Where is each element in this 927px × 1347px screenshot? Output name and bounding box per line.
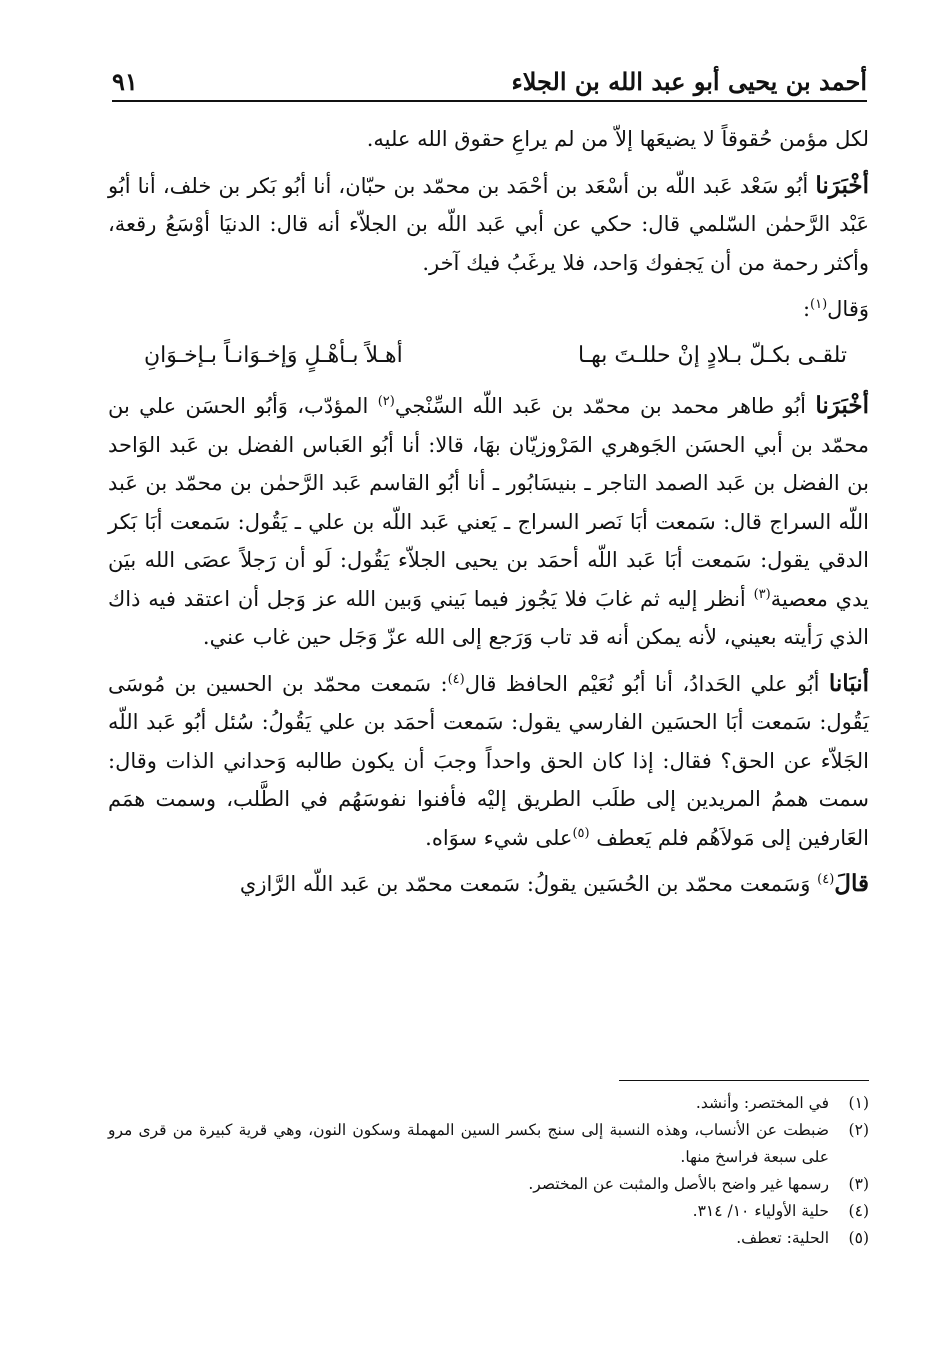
footnote-number: (٢) — [848, 1121, 869, 1139]
footnote-item — [108, 1090, 869, 1117]
paragraph-5-text-b: : سَمعت محمّد بن الحسين بن مُوسَى يَقُول: سَمعت أبَا الحسَين الفارسي يقول: سَمعت أحمَد بن علي يَقُولُ: سُئل أبُو عَبد اللّه الجَلاّء عن الحق؟ فقال: إذا كان الحق واحداً وجبَ أن يكون طالبه وَحداني الذات وقال: سمت هممُ المريدين إلى طلَب الطريق إليْه فأفنوا نفوسَهُم في الطَّلب، وسمت همَم العَارفين إلى مَولاَهُم فلم يَعطف — [108, 671, 869, 850]
footnote-item — [108, 1117, 869, 1171]
footnote-item — [108, 1225, 869, 1252]
footnote-number: (١) — [848, 1094, 869, 1112]
footnote-ref-5: (٥) — [572, 825, 590, 841]
paragraph-5 — [108, 665, 869, 858]
paragraph-3 — [108, 290, 869, 329]
paragraph-2 — [108, 167, 869, 283]
footnote-ref-4b: (٤) — [817, 872, 835, 887]
paragraph-4-text-a: أبُو طاهر محمد بن محمّد بن عَبد اللّه السِّنْجي — [394, 394, 806, 418]
paragraph-4 — [108, 387, 869, 657]
footnote-number: (٤) — [848, 1202, 869, 1220]
footnote-text: الحلية: تعطف. — [736, 1229, 829, 1247]
page-number: ٩١ — [112, 67, 138, 96]
footnote-item — [108, 1198, 869, 1225]
paragraph-2-lead: أخْبَرَنا — [815, 171, 869, 199]
paragraph-6 — [108, 865, 869, 904]
footnote-ref-4: (٤) — [447, 671, 465, 687]
paragraph-3-text: وَقال — [827, 297, 869, 321]
footnote-ref-3: (٣) — [753, 586, 771, 602]
footnote-item — [108, 1171, 869, 1198]
poem-verse — [108, 337, 869, 376]
footnote-text: في المختصر: وأنشد. — [695, 1094, 829, 1112]
paragraph-4-lead: أخْبَرَنا — [815, 392, 869, 419]
footnote-text: رسمها غير واضح بالأصل والمثبت عن المختصر. — [528, 1175, 829, 1193]
footnote-number: (٥) — [848, 1229, 869, 1247]
paragraph-5-text-c: على شيء سوَاه. — [425, 825, 573, 850]
paragraph-1-text: لكل مؤمن حُقوقاً لا يضيعَها إلاّ من لم يراعِ حقوق الله عليه. — [366, 127, 869, 151]
footnotes — [108, 1090, 869, 1252]
footnote-text: حلية الأولياء ١٠/ ٣١٤. — [692, 1202, 829, 1220]
paragraph-6-text: وَسَمعت محمّد بن الحُسَين يقولُ: سَمعت محمّد بن عَبد اللّه الرَّازي — [239, 872, 811, 896]
paragraph-4-text-c: أنظر إليه ثم غابَ فلا يَجُوز فيما بَيني وَبين الله عز وَجل أن اعتقد فيه ذاك الذي رَأيته بعيني، لأنه يمكن أنه قد تاب وَرَجع إلى الله عزّ وَجَل حين غاب عني. — [108, 586, 869, 649]
paragraph-1 — [108, 120, 869, 159]
paragraph-5-text-a: أبُو علي الحَدادُ، أنا أبُو نُعَيْم الحافظ قال — [464, 671, 820, 696]
verse-second-hemistich: أهـلاً بـأهْـلٍ وَإخـوَانـاً بـإخـوَانِ — [144, 342, 403, 368]
paragraph-3-end: : — [802, 297, 811, 321]
footnote-text: ضبطت عن الأنساب، وهذه النسبة إلى سنج بكسر السين المهملة وسكون النون، وهي قرية كبيرة من قرى مرو على سبعة فراسخ منها. — [108, 1121, 829, 1166]
paragraph-6-lead: قالَ — [834, 870, 869, 897]
footnote-separator — [619, 1080, 869, 1081]
paragraph-4-text-b: المؤدّب، وَأبُو الحسَن علي بن محمّد بن أبي الحسَن الجَوهري المَرْوزيّان بهَا، قالا: أنا أبُو العَباس الفضل بن عَبد الوَاحد بن الفضل بن عَبد الصمد التاجر ـ بنيسَابُور ـ أنا أبُو القاسم عَبد الرَّحمٰن بن محمّد بن عَبد اللّه السراج قال: سَمعت أبَا نَصر السراج ـ يَعني عَبد اللّه بن علي ـ يَقُول: سَمعت أبَا بَكر الدقي يقول: سَمعت أبَا عَبد اللّه أحمَد بن يحيى الجلاّء يَقُول: لَو أن رَجلاً عصَى الله بيَن يدي معصية — [108, 394, 869, 611]
footnote-ref-2: (٢) — [377, 394, 395, 409]
verse-first-hemistich: تلقـى بكـلّ بـلادٍ إنْ حللـتَ بهـا — [577, 342, 847, 368]
page-header — [112, 60, 867, 102]
paragraph-2-text: أبُو سَعْد عَبد اللّه بن أسْعَد بن أحْمَد بن محمّد بن حبّان، أنا أبُو بَكر بن خلف، أنا أبُو عَبْد الرَّحمٰن السّلمي قال: حكي عن أبي عَبد اللّه بن الجلاّء أنه قال: الدنيَا أوْسَعُ رقعة، وأكثر رحمة من أن يَجفوك وَاحد، فلا يرغَبُ فيك آخر. — [108, 173, 869, 275]
footnote-ref-1: (١) — [810, 297, 828, 312]
running-title: أحمد بن يحيى أبو عبد الله بن الجلاء — [511, 67, 867, 96]
paragraph-5-lead: أنبَانا — [828, 669, 869, 697]
main-text — [108, 120, 869, 912]
footnote-number: (٣) — [848, 1175, 869, 1193]
